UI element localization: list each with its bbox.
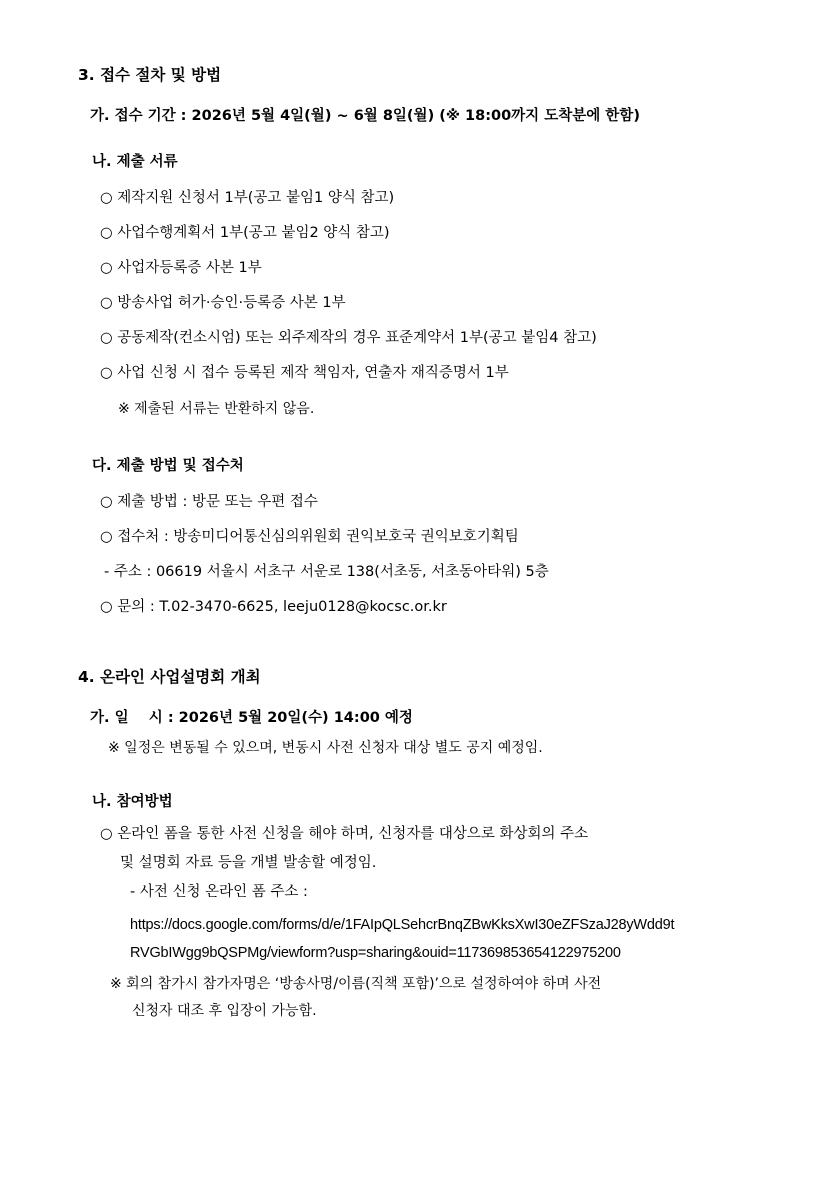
participant-note-cont: 신청자 대조 후 입장이 가능함. bbox=[132, 1003, 317, 1019]
doc-item: ○ 방송사업 허가·승인·등록증 사본 1부 bbox=[100, 295, 346, 311]
docs-note: ※ 제출된 서류는 반환하지 않음. bbox=[118, 401, 315, 417]
submit-contact: ○ 문의 : T.02-3470-6625, leeju0128@kocsc.or.kr bbox=[100, 599, 447, 615]
section3-docs-heading: 나. 제출 서류 bbox=[92, 154, 178, 170]
form-address-label: - 사전 신청 온라인 폼 주소 : bbox=[130, 884, 308, 900]
form-url-line2: RVGbIWgg9bQSPMg/viewform?usp=sharing&ouid=117369853654122975200 bbox=[130, 945, 621, 961]
section4-title: 4. 온라인 사업설명회 개최 bbox=[78, 668, 261, 686]
participation-heading: 나. 참여방법 bbox=[92, 794, 173, 810]
form-url-line1: https://docs.google.com/forms/d/e/1FAIpQLSehcrBnqZBwKksXwI30eZFSzaJ28yWdd9t bbox=[130, 917, 675, 933]
doc-item: ○ 사업자등록증 사본 1부 bbox=[100, 260, 262, 276]
participant-note: ※ 회의 참가시 참가자명은 ‘방송사명/이름(직책 포함)’으로 설정하여야 하며 사전 bbox=[110, 976, 602, 992]
submit-address: - 주소 : 06619 서울시 서초구 서운로 138(서초동, 서초동아타워) 5층 bbox=[104, 564, 549, 580]
doc-item: ○ 공동제작(컨소시엄) 또는 외주제작의 경우 표준계약서 1부(공고 붙임4 참고) bbox=[100, 330, 597, 346]
submit-office: ○ 접수처 : 방송미디어통신심의위원회 권익보호국 권익보호기획팀 bbox=[100, 529, 519, 545]
section3-submit-heading: 다. 제출 방법 및 접수처 bbox=[92, 458, 244, 474]
session-note: ※ 일정은 변동될 수 있으며, 변동시 사전 신청자 대상 별도 공지 예정임. bbox=[108, 740, 543, 756]
submit-method: ○ 제출 방법 : 방문 또는 우편 접수 bbox=[100, 494, 318, 510]
doc-item: ○ 제작지원 신청서 1부(공고 붙임1 양식 참고) bbox=[100, 190, 395, 206]
participation-text: ○ 온라인 폼을 통한 사전 신청을 해야 하며, 신청자를 대상으로 화상회의 주소 bbox=[100, 826, 589, 842]
doc-item: ○ 사업수행계획서 1부(공고 붙임2 양식 참고) bbox=[100, 225, 390, 241]
session-datetime: 가. 일 시 : 2026년 5월 20일(수) 14:00 예정 bbox=[90, 710, 413, 726]
doc-item: ○ 사업 신청 시 접수 등록된 제작 책임자, 연출자 재직증명서 1부 bbox=[100, 365, 509, 381]
participation-text-cont: 및 설명회 자료 등을 개별 발송할 예정임. bbox=[120, 855, 377, 871]
section3-period: 가. 접수 기간 : 2026년 5월 4일(월) ~ 6월 8일(월) (※ 18:00까지 도착분에 한함) bbox=[90, 108, 640, 124]
section3-title: 3. 접수 절차 및 방법 bbox=[78, 66, 222, 84]
